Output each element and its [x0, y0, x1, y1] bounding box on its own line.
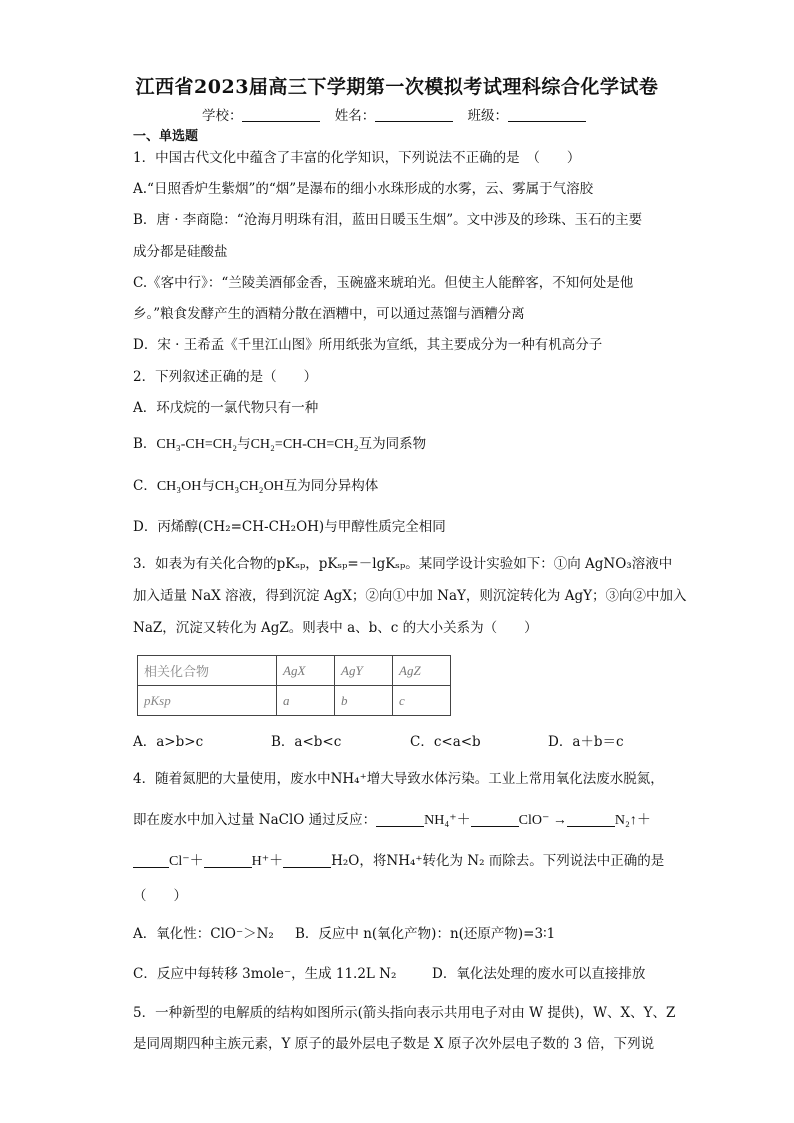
- q3-option-b: B．a<b<c: [271, 734, 342, 750]
- q4-l3-text: H₂O，将NH₄⁺转化为 N₂ 而除去。下列说法中正确的是: [331, 853, 665, 869]
- table-header-cell: 相关化合物: [138, 656, 277, 686]
- q4-cl: Cl⁻＋: [169, 854, 204, 869]
- school-label: 学校：: [201, 108, 243, 124]
- name-blank[interactable]: [375, 107, 453, 122]
- coefficient-blank[interactable]: [471, 812, 519, 827]
- school-blank[interactable]: [242, 107, 320, 122]
- table-cell: c: [393, 686, 451, 716]
- coefficient-blank[interactable]: [567, 812, 615, 827]
- q5-line2: 是同周期四种主族元素，Y 原子的最外层电子数是 X 原子次外层电子数的 3 倍，下列说: [133, 1036, 655, 1052]
- q4-n2: N₂↑＋: [614, 813, 651, 828]
- q1-stem: 1．中国古代文化中蕴含了丰富的化学知识，下列说法不正确的是 （ ）: [133, 150, 581, 166]
- table-cell: a: [277, 686, 335, 716]
- q4-clo: ClO⁻ →: [518, 813, 567, 828]
- ksp-table: [137, 655, 451, 716]
- q2-option-c: [133, 476, 378, 497]
- coefficient-blank[interactable]: [376, 812, 424, 827]
- q4-line2: [133, 810, 651, 831]
- q1-option-c-line2: 乡。”粮食发酵产生的酒精分散在酒糟中，可以通过蒸馏与酒糟分离: [133, 306, 525, 322]
- q2-stem: 2．下列叙述正确的是（ ）: [133, 369, 318, 385]
- q2-b-label: B．: [133, 436, 157, 452]
- q1-option-a: A.“日照香炉生紫烟”的“烟”是瀑布的细小水珠形成的水雾，云、雾属于气溶胶: [133, 181, 594, 197]
- q1-option-b-line2: 成分都是硅酸盐: [133, 244, 228, 260]
- q4-option-b: B．反应中 n(氧化产物)：n(还原产物)=3∶1: [295, 926, 556, 942]
- coefficient-blank[interactable]: [133, 853, 169, 868]
- q4-h: H⁺＋: [251, 854, 284, 869]
- q4-line3: [133, 851, 664, 872]
- q2-c-mid: 与: [201, 478, 215, 494]
- class-blank[interactable]: [508, 107, 586, 122]
- q3-option-a: A．a>b>c: [133, 734, 204, 750]
- q5-line1: 5．一种新型的电解质的结构如图所示(箭头指向表示共用电子对由 W 提供)，W、X、Y、Z: [133, 1005, 676, 1021]
- q2-b-mid: 与: [237, 436, 251, 452]
- q4-l2-text: 即在废水中加入过量 NaClO 通过反应：: [133, 812, 377, 828]
- q3-option-d: D．a＋b＝c: [548, 734, 624, 750]
- table-row: [138, 686, 451, 716]
- coefficient-blank[interactable]: [204, 853, 252, 868]
- name-label: 姓名：: [334, 108, 376, 124]
- student-info-row: [0, 104, 794, 124]
- q2-c-post: 互为同分异构体: [283, 478, 379, 494]
- table-header-cell: AgZ: [393, 656, 451, 686]
- q4-line1: 4．随着氮肥的大量使用，废水中NH₄⁺增大导致水体污染。工业上常用氧化法废水脱氮，: [133, 771, 664, 787]
- q3-option-c: C．c<a<b: [410, 734, 481, 750]
- q4-option-c: C．反应中每转移 3mole⁻，生成 11.2L N₂: [133, 966, 397, 982]
- table-header-cell: AgX: [277, 656, 335, 686]
- class-label: 班级：: [467, 108, 509, 124]
- q2-b-formula2: CH₂=CH-CH=CH₂: [250, 437, 359, 452]
- q2-b-formula1: CH₃-CH=CH₂: [156, 437, 238, 452]
- table-header-cell: AgY: [335, 656, 393, 686]
- q1-option-c-line1: C.《客中行》：“兰陵美酒郁金香，玉碗盛来琥珀光。但使主人能醉客，不知何处是他: [133, 275, 634, 291]
- q4-nh4: NH₄⁺＋: [424, 813, 471, 828]
- q3-line3: NaZ，沉淀又转化为 AgZ。则表中 a、b、c 的大小关系为（ ）: [133, 620, 538, 636]
- q3-line2: 加入适量 NaX 溶液，得到沉淀 AgX；②向①中加 NaY，则沉淀转化为 AgY；③向②中加入: [133, 588, 687, 604]
- section-heading: 一、单选题: [133, 129, 199, 144]
- q2-c-formula2: CH₃CH₂OH: [214, 479, 284, 494]
- q2-c-formula1: CH₃OH: [156, 479, 202, 494]
- table-cell: b: [335, 686, 393, 716]
- q4-option-d: D．氧化法处理的废水可以直接排放: [432, 966, 646, 982]
- q4-option-a: A．氧化性：ClO⁻＞N₂: [133, 926, 274, 942]
- q1-option-b-line1: B．唐 · 李商隐：“沧海月明珠有泪，蓝田日暖玉生烟”。文中涉及的珍珠、玉石的主要: [133, 212, 643, 228]
- q2-c-label: C．: [133, 478, 157, 494]
- table-header-row: [138, 656, 451, 686]
- q2-b-post: 互为同系物: [358, 436, 427, 452]
- q3-line1: 3．如表为有关化合物的pKₛₚ，pKₛₚ=－lgKₛₚ。某同学设计实验如下：①向 AgNO₃溶液中: [133, 556, 673, 572]
- exam-title: 江西省2023届高三下学期第一次模拟考试理科综合化学试卷: [135, 76, 659, 98]
- q4-answer-bracket: （ ）: [133, 888, 187, 904]
- coefficient-blank[interactable]: [283, 853, 331, 868]
- q1-option-d: D．宋 · 王希孟《千里江山图》所用纸张为宣纸，其主要成分为一种有机高分子: [133, 337, 603, 353]
- q2-option-a: A．环戊烷的一氯代物只有一种: [133, 400, 319, 416]
- q2-option-d: D．丙烯醇(CH₂=CH-CH₂OH)与甲醇性质完全相同: [133, 519, 446, 535]
- table-cell: pKsp: [138, 686, 277, 716]
- q2-option-b: [133, 434, 426, 455]
